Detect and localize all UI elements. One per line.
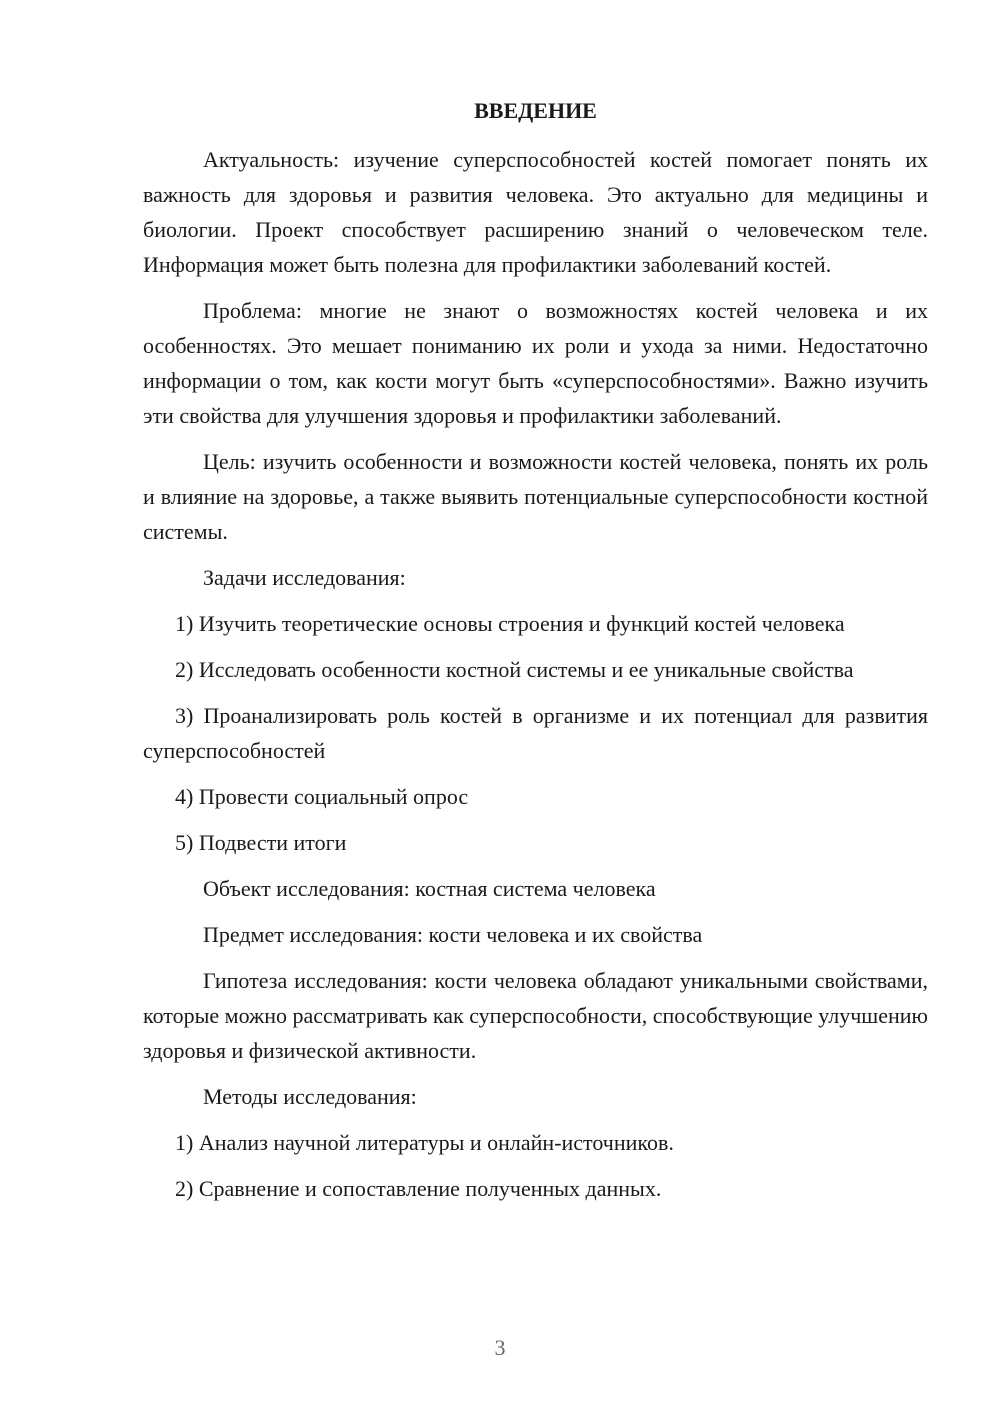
paragraph-relevance: Актуальность: изучение суперспособностей костей помогает понять их важность для здоровья и развития человека. Это актуально для медицины и биологии. Проект способствует расширению знаний о человеческом теле. Информация может быть полезна для профилактики заболеваний костей.: [143, 147, 928, 277]
list-item-task-4: 4) Провести социальный опрос: [175, 784, 469, 809]
paragraph-methods-heading: Методы исследования:: [203, 1084, 417, 1109]
list-item-task-5: 5) Подвести итоги: [175, 830, 347, 855]
list-item-method-1: 1) Анализ научной литературы и онлайн-источников.: [175, 1130, 674, 1155]
paragraph-hypothesis: Гипотеза исследования: кости человека обладают уникальными свойствами, которые можно рассматривать как суперспособности, способствующие улучшению здоровья и физической активности.: [143, 968, 928, 1063]
document-body: [143, 142, 928, 1217]
section-title: ВВЕДЕНИЕ: [474, 98, 597, 123]
paragraph-problem: Проблема: многие не знают о возможностях костей человека и их особенностях. Это мешает пониманию их роли и ухода за ними. Недостаточно информации о том, как кости могут быть «суперспособностями». Важно изучить эти свойства для улучшения здоровья и профилактики заболеваний.: [143, 298, 928, 428]
list-item-task-2: 2) Исследовать особенности костной системы и ее уникальные свойства: [175, 657, 854, 682]
list-item-method-2: 2) Сравнение и сопоставление полученных данных.: [175, 1176, 662, 1201]
paragraph-object: Объект исследования: костная система человека: [203, 876, 656, 901]
paragraph-tasks-heading: Задачи исследования:: [203, 565, 406, 590]
list-item-task-1: 1) Изучить теоретические основы строения и функций костей человека: [175, 611, 845, 636]
list-item-task-3: 3) Проанализировать роль костей в организме и их потенциал для развития суперспособностей: [143, 703, 928, 763]
page-number: 3: [494, 1335, 506, 1360]
paragraph-goal: Цель: изучить особенности и возможности костей человека, понять их роль и влияние на здоровье, а также выявить потенциальные суперспособности костной системы.: [143, 449, 928, 544]
paragraph-subject: Предмет исследования: кости человека и их свойства: [203, 922, 703, 947]
